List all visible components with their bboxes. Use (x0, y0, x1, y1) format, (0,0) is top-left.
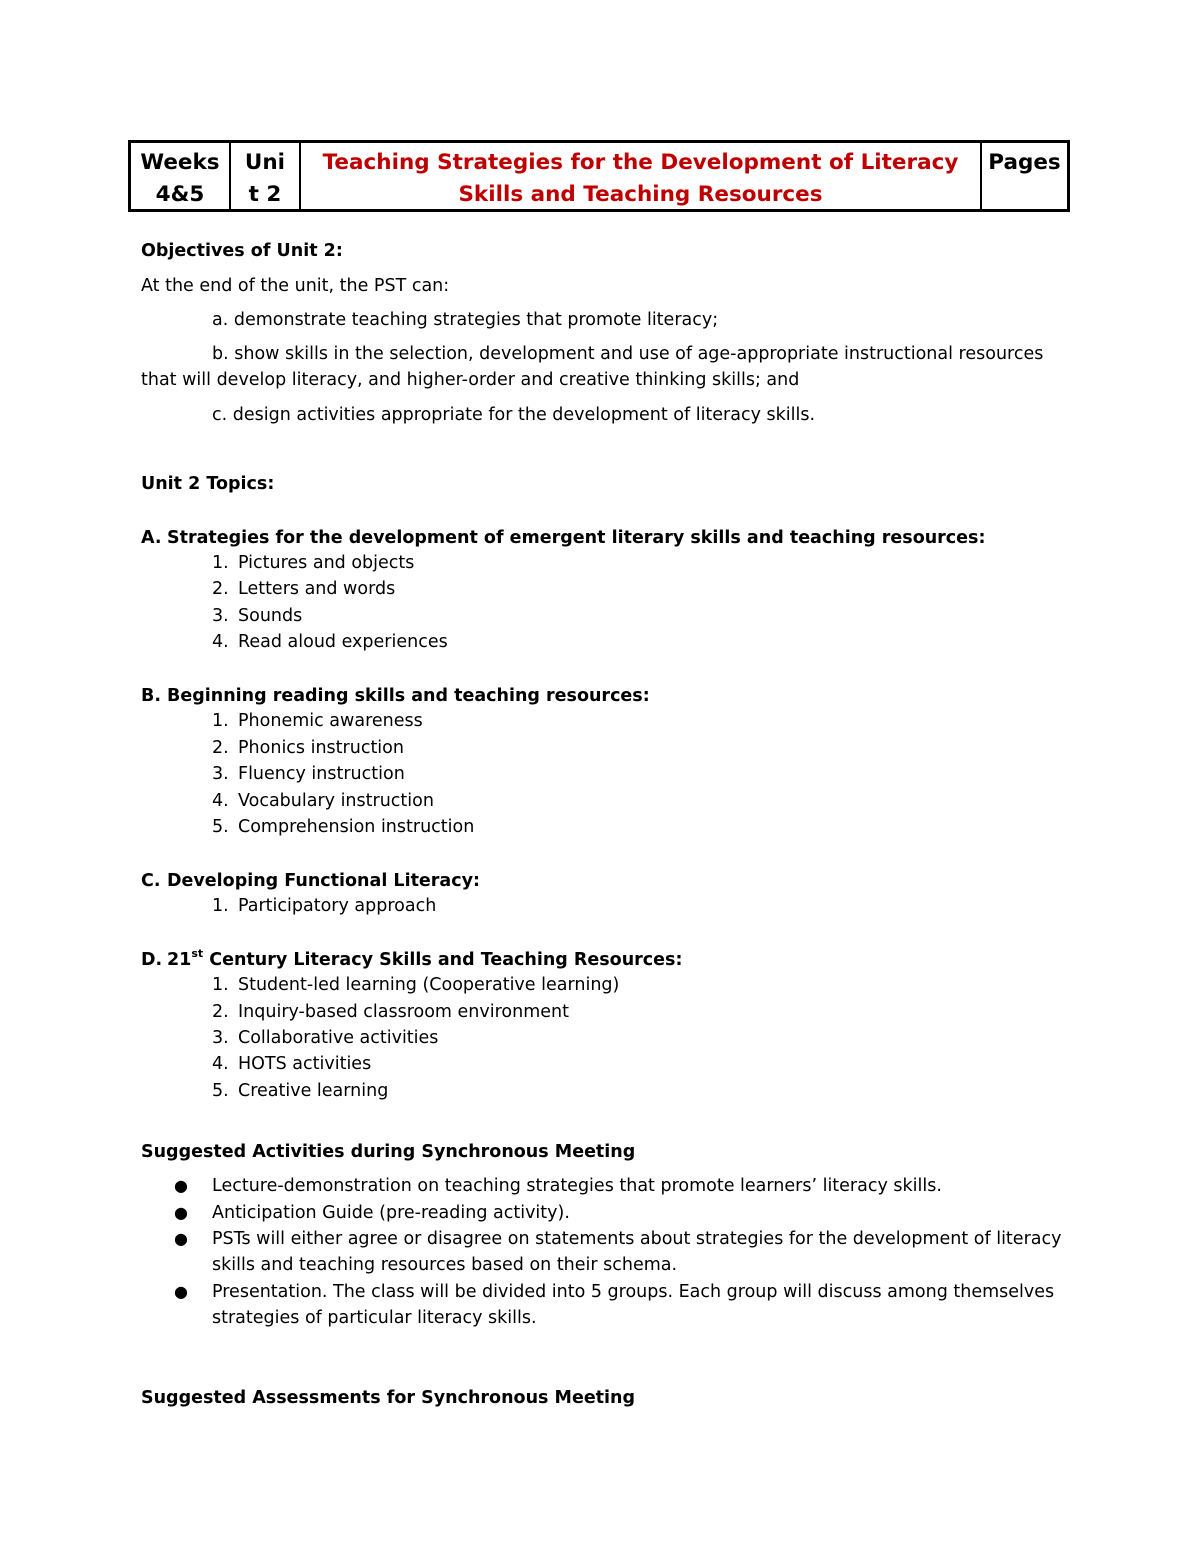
bullet-icon: ● (174, 1282, 188, 1301)
list-item: 1. Phonemic awareness (212, 711, 423, 731)
weeks-label: Weeks (140, 150, 220, 175)
unit-title-cell (301, 143, 982, 209)
section-c-letter: C. (141, 871, 161, 891)
list-item: 3. Collaborative activities (212, 1028, 439, 1048)
section-b-text: Beginning reading skills and teaching resources: (167, 686, 650, 706)
unit-header-table (128, 140, 1070, 212)
activities-heading: Suggested Activities during Synchronous Meeting (141, 1142, 636, 1162)
list-item: 4. Vocabulary instruction (212, 791, 434, 811)
objective-a: a. demonstrate teaching strategies that promote literacy; (212, 310, 719, 330)
objective-c: c. design activities appropriate for the development of literacy skills. (212, 405, 816, 425)
pages-label: Pages (988, 150, 1061, 175)
assessments-heading: Suggested Assessments for Synchronous Meeting (141, 1388, 636, 1408)
section-c-text: Developing Functional Literacy: (167, 871, 481, 891)
topics-heading: Unit 2 Topics: (141, 474, 275, 494)
unit-cell (231, 143, 301, 209)
list-item: 4. HOTS activities (212, 1054, 372, 1074)
section-d-number: 21 (167, 950, 192, 970)
bullet-icon: ● (174, 1229, 188, 1248)
activity-bullet-4-line1: Presentation. The class will be divided into 5 groups. Each group will discuss among themselves (212, 1282, 1055, 1302)
list-item: 5. Comprehension instruction (212, 817, 475, 837)
activity-bullet-3-line1: PSTs will either agree or disagree on statements about strategies for the development of literacy (212, 1229, 1062, 1249)
section-d-superscript: st (191, 947, 204, 960)
list-item: 5. Creative learning (212, 1081, 389, 1101)
activity-bullet-2: Anticipation Guide (pre-reading activity). (212, 1203, 570, 1223)
list-item: 1. Participatory approach (212, 896, 437, 916)
list-item: 1. Pictures and objects (212, 553, 415, 573)
section-d-letter: D. (141, 950, 163, 970)
list-item: 2. Inquiry-based classroom environment (212, 1002, 569, 1022)
list-item: 2. Letters and words (212, 579, 396, 599)
section-b-letter: B. (141, 686, 161, 706)
activity-bullet-3-line2: skills and teaching resources based on their schema. (212, 1255, 678, 1275)
objective-b-line2: that will develop literacy, and higher-order and creative thinking skills; and (141, 370, 800, 390)
unit-title-line2: Skills and Teaching Resources (458, 182, 823, 207)
objective-b-line1: b. show skills in the selection, development and use of age-appropriate instructional resources (212, 344, 1044, 364)
section-b-title (141, 684, 650, 708)
section-a-text: Strategies for the development of emergent literary skills and teaching resources: (167, 528, 986, 548)
section-a-letter: A. (141, 528, 162, 548)
unit-label-line1: Uni (244, 150, 286, 175)
list-item: 4. Read aloud experiences (212, 632, 448, 652)
list-item: 1. Student-led learning (Cooperative learning) (212, 975, 620, 995)
section-c-title (141, 869, 480, 893)
activity-bullet-1: Lecture-demonstration on teaching strategies that promote learners’ literacy skills. (212, 1176, 942, 1196)
bullet-icon: ● (174, 1203, 188, 1222)
list-item: 3. Fluency instruction (212, 764, 405, 784)
section-d-text: Century Literacy Skills and Teaching Resources: (203, 950, 683, 970)
weeks-value: 4&5 (155, 182, 205, 207)
list-item: 3. Sounds (212, 606, 303, 626)
list-item: 2. Phonics instruction (212, 738, 404, 758)
objectives-heading: Objectives of Unit 2: (141, 241, 343, 261)
activity-bullet-4-line2: strategies of particular literacy skills. (212, 1308, 537, 1328)
unit-title-line1: Teaching Strategies for the Development of Literacy (322, 150, 959, 175)
pages-cell (982, 143, 1067, 209)
objectives-intro: At the end of the unit, the PST can: (141, 276, 450, 296)
unit-label-line2: t 2 (248, 182, 282, 207)
bullet-icon: ● (174, 1176, 188, 1195)
section-d-title (141, 948, 682, 972)
section-a-title (141, 526, 985, 550)
weeks-cell (131, 143, 231, 209)
